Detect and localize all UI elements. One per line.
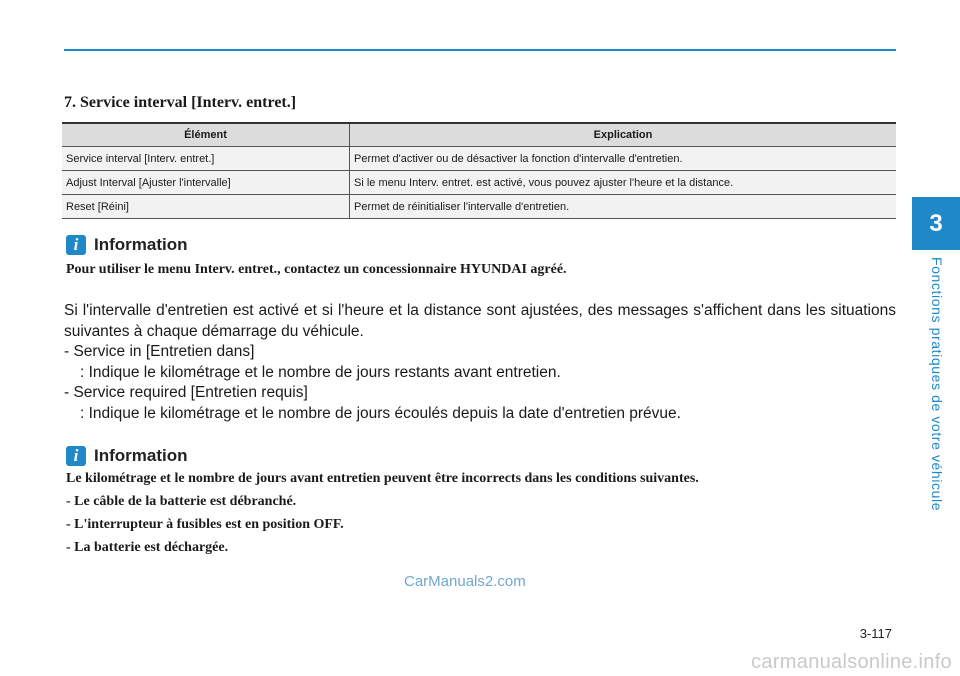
- info-title: Information: [94, 446, 188, 465]
- list-item-label: - Service in [Entretien dans]: [64, 343, 255, 360]
- chapter-number: 3: [929, 209, 943, 237]
- body-section: [64, 301, 896, 424]
- page-number: 3-117: [859, 626, 892, 641]
- table-cell-element: Adjust Interval [Ajuster l'intervalle]: [62, 171, 350, 195]
- table-cell-element: Service interval [Interv. entret.]: [62, 147, 350, 171]
- table-row: [62, 171, 896, 195]
- info-bullet: - Le câble de la batterie est débranché.: [66, 494, 297, 509]
- table-cell-element: Reset [Réini]: [62, 195, 350, 219]
- column-header-explanation: Explication: [350, 123, 897, 147]
- info-text-2: Le kilométrage et le nombre de jours avant entretien peuvent être incorrects dans les conditions suivantes.: [66, 471, 699, 486]
- info-title: Information: [94, 235, 188, 254]
- info-heading-2: [66, 446, 188, 466]
- info-text-1: Pour utiliser le menu Interv. entret., contactez un concessionnaire HYUNDAI agréé.: [66, 262, 567, 277]
- table-header-row: [62, 123, 896, 147]
- chapter-tab: [912, 197, 960, 250]
- info-bullet: - L'interrupteur à fusibles est en position OFF.: [66, 517, 344, 532]
- info-icon: i: [66, 235, 86, 255]
- header-rule: [64, 49, 896, 51]
- watermark-link[interactable]: CarManuals2.com: [404, 573, 526, 590]
- section-title: 7. Service interval [Interv. entret.]: [64, 94, 297, 111]
- list-item-label: - Service required [Entretien requis]: [64, 384, 308, 401]
- table-cell-explanation: Permet d'activer ou de désactiver la fonction d'intervalle d'entretien.: [350, 147, 897, 171]
- info-bullet: - La batterie est déchargée.: [66, 540, 229, 555]
- table-cell-explanation: Si le menu Interv. entret. est activé, vous pouvez ajuster l'heure et la distance.: [350, 171, 897, 195]
- info-icon: i: [66, 446, 86, 466]
- info-heading-1: [66, 235, 188, 255]
- table-row: [62, 147, 896, 171]
- footer-watermark: carmanualsonline.info: [751, 651, 952, 673]
- list-item-desc: : Indique le kilométrage et le nombre de jours restants avant entretien.: [80, 363, 561, 381]
- settings-table: [62, 122, 896, 219]
- table-cell-explanation: Permet de réinitialiser l'intervalle d'entretien.: [350, 195, 897, 219]
- body-paragraph: Si l'intervalle d'entretien est activé et si l'heure et la distance sont ajustées, des messages s'affichent dans les situations suivantes à chaque démarrage du véhicule.: [64, 302, 896, 340]
- table-row: [62, 195, 896, 219]
- list-item-desc: : Indique le kilométrage et le nombre de jours écoulés depuis la date d'entretien prévue.: [80, 404, 681, 422]
- column-header-element: Élément: [62, 123, 350, 147]
